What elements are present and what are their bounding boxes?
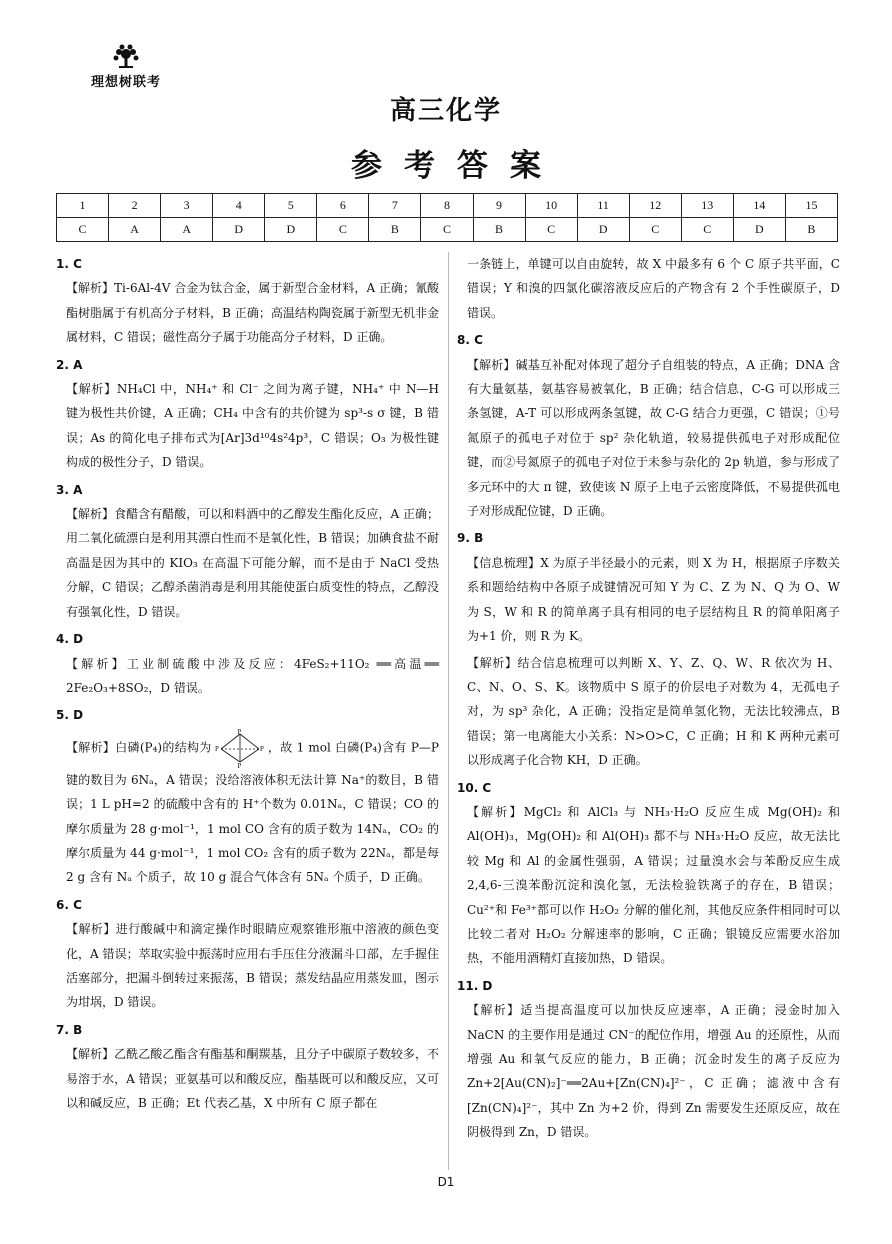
answer-key-number: 11 — [577, 194, 629, 218]
explanation-paragraph: 一条链上，单键可以自由旋转，故 X 中最多有 6 个 C 原子共平面，C 错误；Y 和溴的四氯化碳溶液反应后的产物含有 2 个手性碳原子，D 错误。 — [467, 257, 840, 320]
question-explanation — [457, 328, 840, 523]
answer-key-number: 15 — [785, 194, 837, 218]
explanation-paragraph: 【解析】MgCl₂ 和 AlCl₃ 与 NH₃·H₂O 反应生成 Mg(OH)₂ 和 Al(OH)₃，Mg(OH)₂ 和 Al(OH)₃ 都不与 NH₃·H₂O 反应，故无法比较 Mg 和 Al 的金属性强弱，A 错误；过量溴水会与苯酚反应生成 2,4,6-三溴苯酚沉淀和溴化氢，无法检验铁离子的存在，B 错误；Cu²⁺和 Fe³⁺都可以作 H₂O₂ 分解的催化剂，其他反应条件相同时可以比较二者对 H₂O₂ 分解速率的影响，C 正确；银镜反应需要水浴加热，不能用酒精灯直接加热，D 错误。 — [467, 804, 840, 966]
answer-key-table — [56, 193, 838, 242]
answer-key-answer: D — [577, 218, 629, 242]
answer-key-number: 10 — [525, 194, 577, 218]
answer-key-number-row — [57, 194, 838, 218]
answer-key-answer: B — [369, 218, 421, 242]
question-number: 6. C — [56, 897, 82, 912]
answer-key-answer: B — [785, 218, 837, 242]
answer-key-answer: C — [629, 218, 681, 242]
page-title: 参考答案 — [351, 148, 563, 184]
right-column — [457, 252, 840, 1148]
answer-key-answer: C — [317, 218, 369, 242]
question-explanation — [56, 353, 439, 475]
logo-text: 理想树联考 — [90, 75, 161, 90]
question-explanation — [56, 627, 439, 700]
answer-key-answer: D — [733, 218, 785, 242]
answer-key-answer: D — [213, 218, 265, 242]
answer-key-number: 12 — [629, 194, 681, 218]
question-explanation — [56, 252, 439, 350]
explanation-paragraph: 【解析】乙酰乙酸乙酯含有酯基和酮羰基，且分子中碳原子数较多，不易溶于水，A 错误；亚氨基可以和酸反应，酯基既可以和酸反应，又可以和碱反应，B 正确；Et 代表乙基，X 中所有 C 原子都在 — [66, 1047, 439, 1110]
answer-key-number: 1 — [57, 194, 109, 218]
question-number: 4. D — [56, 632, 84, 647]
logo — [80, 44, 172, 90]
explanation-paragraph: 【解析】适当提高温度可以加快反应速率，A 正确；浸金时加入 NaCN 的主要作用是通过 CN⁻的配位作用，增强 Au 的还原性，从而增强 Au 和氧气反应的能力，B 正确；沉金时发生的离子反应为 Zn+2[Au(CN)₂]⁻══2Au+[Zn(CN)₄]²⁻，C 正确；滤液中含有[Zn(CN)₄]²⁻，其中 Zn 为+2 价，得到 Zn 需要发生还原反应，故在阴极得到 Zn，D 错误。 — [467, 1003, 840, 1140]
explanation-text: ，故 1 mol 白磷(P₄)含有 P—P 键的数目为 6Nₐ，A 错误；没给溶液体积无法计算 Na⁺的数目，B 错误；1 L pH=2 的硫酸中含有的 H⁺个数为 0.01Nₐ，C 错误；CO 的摩尔质量为 28 g·mol⁻¹，1 mol CO 含有的质子数为 14Nₐ，CO₂ 的摩尔质量为 44 g·mol⁻¹，1 mol CO₂ 含有的质子数为 22Nₐ，都是每 2 g 含有 Nₐ 个质子，故 10 g 混合气体含有 5Nₐ 个质子，D 正确。 — [66, 740, 440, 885]
explanation-paragraph: 【解析】进行酸碱中和滴定操作时眼睛应观察锥形瓶中溶液的颜色变化，A 错误；萃取实验中振荡时应用右手压住分液漏斗口部，左手握住活塞部分，把漏斗倒转过来振荡，B 错误；蒸发结晶应用蒸发皿，图示为坩埚，D 错误。 — [66, 922, 439, 1010]
column-divider — [448, 252, 449, 1170]
explanation-paragraph: 【解析】结合信息梳理可以判断 X、Y、Z、Q、W、R 依次为 H、C、N、O、S、K。该物质中 S 原子的价层电子对数为 4，无孤电子对，为 sp³ 杂化，A 正确；没指定是简单氢化物，无法比较沸点，B 错误；第一电离能大小关系：N>O>C，C 正确；H 和 K 两种元素可以形成离子化合物 KH，D 正确。 — [467, 655, 840, 768]
question-explanation — [56, 893, 439, 1015]
answer-key-number: 13 — [681, 194, 733, 218]
answer-key-number: 14 — [733, 194, 785, 218]
answer-key-number: 5 — [265, 194, 317, 218]
explanation-paragraph: 【解析】工业制硫酸中涉及反应：4FeS₂+11O₂ ══高温══ 2Fe₂O₃+8SO₂，D 错误。 — [66, 656, 439, 695]
answer-key-number: 9 — [473, 194, 525, 218]
explanation-paragraph: 【信息梳理】X 为原子半径最小的元素，则 X 为 H，根据原子序数关系和题给结构中各原子成键情况可知 Y 为 C、Z 为 N、Q 为 O、W 为 S，W 和 R 的简单离子具有相同的电子层结构且 R 的简单阳离子为+1 价，则 R 为 K。 — [467, 555, 840, 644]
svg-text:P: P — [259, 744, 264, 753]
answer-key-answer: C — [681, 218, 733, 242]
question-number: 5. D — [56, 708, 84, 723]
question-explanation — [457, 252, 840, 325]
answer-key-answer-row — [57, 218, 838, 242]
question-explanation — [457, 974, 840, 1145]
question-number: 8. C — [457, 333, 483, 348]
tree-logo-icon — [111, 44, 141, 70]
svg-text:P: P — [214, 744, 219, 753]
explanation-paragraph — [66, 728, 439, 890]
answer-key-number: 6 — [317, 194, 369, 218]
question-number: 2. A — [56, 357, 83, 372]
answer-key-number: 4 — [213, 194, 265, 218]
answer-key-answer: C — [57, 218, 109, 242]
answer-key-answer: C — [421, 218, 473, 242]
question-number: 10. C — [457, 780, 492, 795]
white-phosphorus-structure-icon — [212, 728, 268, 768]
question-explanation — [457, 526, 840, 772]
subject-title: 高三化学 — [389, 96, 502, 126]
answer-key-answer: A — [109, 218, 161, 242]
question-explanation — [56, 478, 439, 624]
svg-text:P: P — [237, 727, 242, 736]
answer-key-number: 3 — [161, 194, 213, 218]
svg-text:P: P — [237, 761, 242, 768]
explanation-paragraph: 【解析】食醋含有醋酸，可以和料酒中的乙醇发生酯化反应，A 正确；用二氧化硫漂白是利用其漂白性而不是氧化性，B 错误；加碘食盐不耐高温是因为其中的 KIO₃ 在高温下可能分解，而不是由于 NaCl 受热分解，C 错误；乙醇杀菌消毒是利用其能使蛋白质变性的特点，乙醇没有强氧化性，D 错误。 — [66, 507, 439, 619]
question-explanation — [457, 776, 840, 971]
answer-key-number: 7 — [369, 194, 421, 218]
question-number: 1. C — [56, 257, 82, 271]
answer-key-answer: D — [265, 218, 317, 242]
question-number: 3. A — [56, 482, 83, 497]
answer-key-answer: B — [473, 218, 525, 242]
answer-key-answer: A — [161, 218, 213, 242]
explanation-paragraph: 【解析】碱基互补配对体现了超分子自组装的特点，A 正确；DNA 含有大量氨基，氨基容易被氧化，B 正确；结合信息，C-G 可以形成三条氢键，A-T 可以形成两条氢键，故 C-G 结合力更强，C 错误；①号氮原子的孤电子对位于 sp² 杂化轨道，较易提供孤电子对形成配位键，而②号氮原子的孤电子对位于未参与杂化的 2p 轨道，参与形成了多元环中的大 π 键，致使该 N 原子上电子云密度降低，不易提供孤电子对形成配位键，D 正确。 — [467, 357, 840, 519]
explanation-paragraph: 【解析】NH₄Cl 中，NH₄⁺ 和 Cl⁻ 之间为离子键，NH₄⁺ 中 N—H 键为极性共价键，A 正确；CH₄ 中含有的共价键为 sp³-s σ 键，B 错误；As 的简化电子排布式为[Ar]3d¹⁰4s²4p³，C 错误；O₃ 为极性键构成的极性分子，D 错误。 — [66, 382, 439, 470]
question-number: 7. B — [56, 1022, 83, 1037]
answer-key-number: 8 — [421, 194, 473, 218]
question-explanation — [56, 703, 439, 889]
explanation-paragraph: 【解析】Ti-6Al-4V 合金为钛合金，属于新型合金材料，A 正确；氰酸酯树脂属于有机高分子材料，B 正确；高温结构陶瓷属于新型无机非金属材料，C 错误；磁性高分子属于功能高分子材料，D 正确。 — [66, 281, 439, 345]
left-column — [56, 252, 439, 1118]
question-number: 11. D — [457, 978, 493, 993]
explanation-text: 【解析】白磷(P₄)的结构为 — [66, 740, 212, 755]
page-number: D1 — [437, 1175, 455, 1189]
question-number: 9. B — [457, 531, 484, 546]
answer-key-number: 2 — [109, 194, 161, 218]
answer-key-answer: C — [525, 218, 577, 242]
question-explanation — [56, 1018, 439, 1116]
